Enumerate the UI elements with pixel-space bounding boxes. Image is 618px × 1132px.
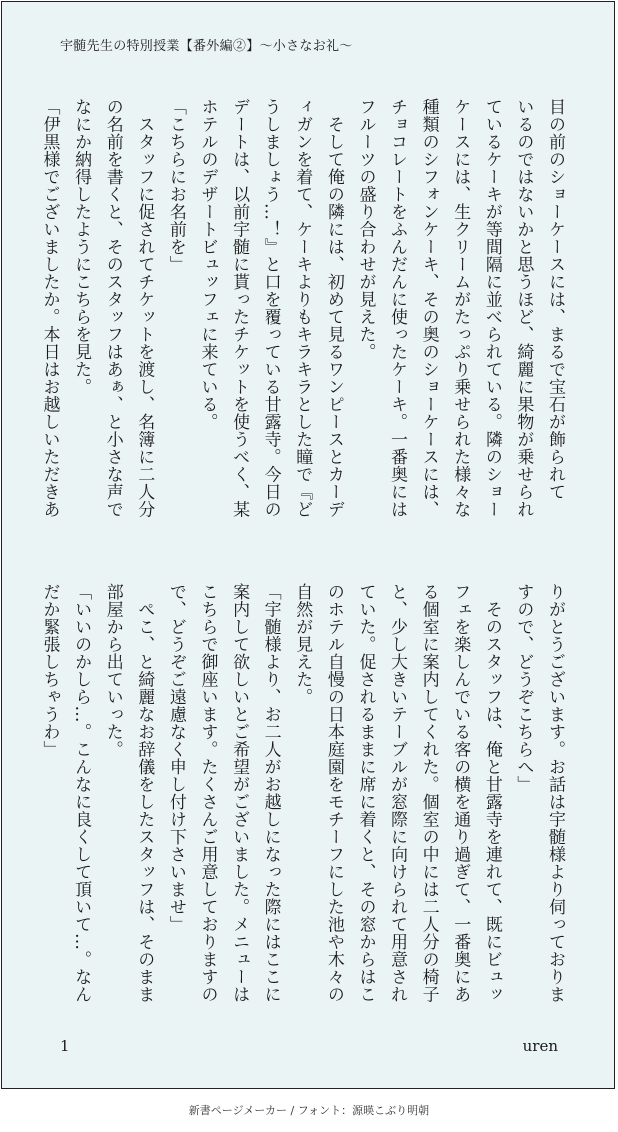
text-line: そのスタッフは、俺と甘露寺を連れて、既にビュッ	[481, 583, 502, 1003]
vertical-text-body	[39, 98, 570, 1028]
text-line: こちらで御座います。たくさんご用意しておりますの	[197, 583, 218, 1003]
text-line: 「宇髄様より、お二人がお越しになった際にはここに	[260, 583, 281, 1003]
text-line: フルーツの盛り合わせが見えた。	[355, 98, 376, 361]
text-line: なにか納得したようにこちらを見た。	[71, 98, 92, 396]
text-line: ィガンを着て、ケーキよりもキラキラとした瞳で『ど	[292, 98, 313, 518]
text-line: 「いいのかしら…。こんなに良くして頂いて…。なん	[71, 583, 92, 1003]
author-name: uren	[522, 1037, 558, 1055]
text-line: フェを楽しんでいる客の横を通り過ぎて、一番奥にあ	[450, 583, 471, 1003]
text-line: 「伊黒様でございましたか。本日はお越しいただきあ	[39, 98, 60, 518]
text-line: 案内して欲しいとご希望がございました。メニューは	[229, 583, 250, 1003]
text-line: の名前を書くと、そのスタッフはあぁ、と小さな声で	[102, 98, 123, 518]
text-line: る個室に案内してくれた。個室の中には二人分の椅子	[418, 583, 439, 1003]
text-line: ホテルのデザートビュッフェに来ている。	[197, 98, 218, 431]
text-line: 種類のシフォンケーキ、その奥のショーケースには、	[418, 98, 439, 518]
page-number: 1	[60, 1037, 70, 1055]
text-line: うしましょう…！』と口を覆っている甘露寺。今日の	[260, 98, 281, 518]
footer-credit: 新書ページメーカー / フォント：源暎こぶり明朝	[188, 1104, 430, 1117]
text-line: ケースには、生クリームがたっぷり乗せられた様々な	[450, 98, 471, 518]
text-line: デートは、以前宇髄に貰ったチケットを使うべく、某	[229, 98, 250, 518]
text-column-upper	[39, 98, 570, 543]
text-line: いるのではないかと思うほど、綺麗に果物が乗せられ	[513, 98, 534, 518]
text-line: と、少し大きいテーブルが窓際に向けられて用意され	[387, 583, 408, 1003]
book-page	[1, 1, 615, 1089]
text-line: だか緊張しちゃうわ」	[39, 583, 60, 758]
text-line: ぺこ、と綺麗なお辞儀をしたスタッフは、そのまま	[134, 583, 155, 1003]
text-line: りがとうございます。お話は宇髄様より伺っておりま	[545, 583, 565, 1003]
text-line: 部屋から出ていった。	[102, 583, 123, 758]
text-line: すので、どうぞこちらへ」	[513, 583, 534, 793]
text-line: 「こちらにお名前を」	[165, 98, 186, 273]
text-line: のホテル自慢の日本庭園をモチーフにした池や木々の	[323, 583, 344, 1003]
text-line: 自然が見えた。	[292, 583, 313, 706]
text-column-lower	[39, 583, 570, 1028]
text-line: 目の前のショーケースには、まるで宝石が飾られて	[545, 98, 565, 501]
text-line: ていた。促されるままに席に着くと、その窓からはこ	[355, 583, 376, 1003]
text-line: ているケーキが等間隔に並べられている。隣のショー	[481, 98, 502, 518]
text-line: チョコレートをふんだんに使ったケーキ。一番奥には	[387, 98, 408, 518]
text-line: で、どうぞご遠慮なく申し付け下さいませ」	[165, 583, 186, 933]
text-line: そして俺の隣には、初めて見るワンピースとカーデ	[323, 98, 344, 518]
page-title: 宇髄先生の特別授業【番外編②】〜小さなお礼〜	[60, 39, 353, 54]
text-line: スタッフに促されてチケットを渡し、名簿に二人分	[134, 98, 155, 518]
